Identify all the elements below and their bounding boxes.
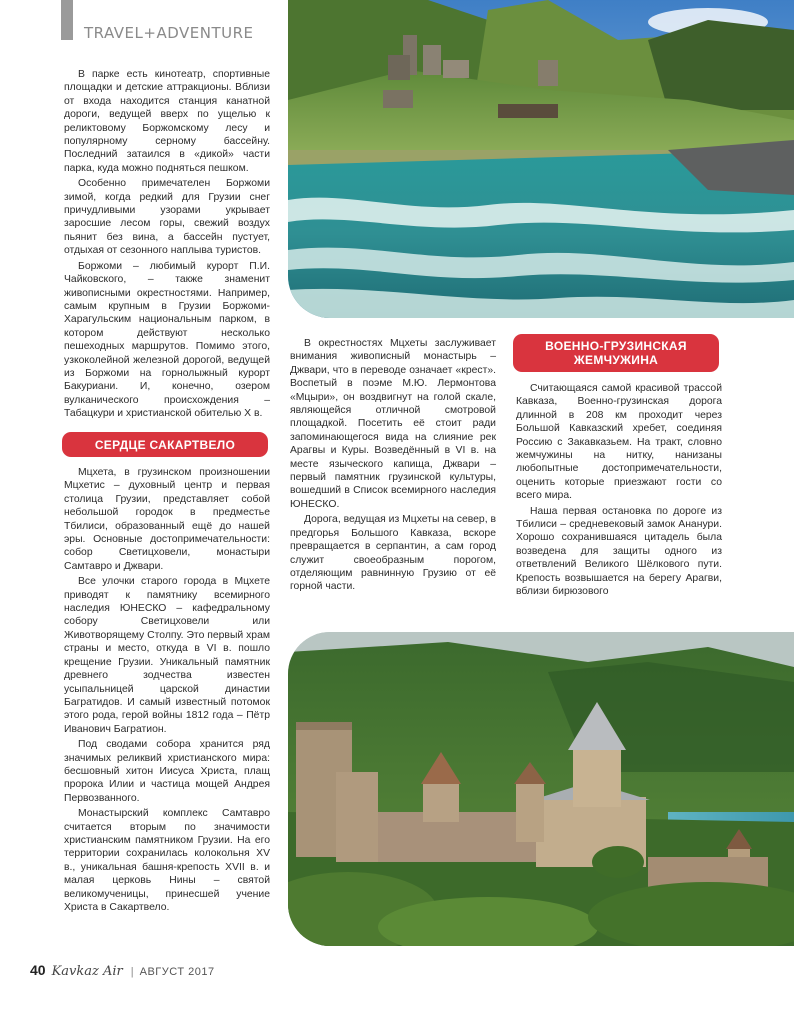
paragraph: В окрестностях Мцхеты заслуживает внимания живописный монастырь – Джвари, что в переводе означает «крест». Воспетый в поэме М.Ю. Лермонтова «Мцыри», он воздвигнут на голой скале, являющейся отличной смотровой площадкой. Посетить её стоит ради запоминающегося вида на слияние рек Арагвы и Куры. Возведённый в VI в. на месте языческого капища, Джвари – первый памятник грузинской культуры, вошедший в Список всемирного наследия ЮНЕСКО.	[290, 338, 496, 510]
paragraph: Монастырский комплекс Самтавро считается вторым по значимости христианским памятником Грузии. На его территории сохранилась колокольня XV в., уникальная башня-крепость XVII в. и малая церковь Нины – святой великомученицы, принесшей учение Христа в Сакартвело.	[64, 808, 270, 913]
page-footer	[30, 962, 215, 982]
photo-mountain-river	[288, 0, 794, 318]
paragraph: Дорога, ведущая из Мцхеты на север, в предгорья Большого Кавказа, вскоре превращается в серпантин, а сам город служит своеобразным порогом, отделяющим равнинную Грузию от её горной части.	[290, 514, 496, 593]
paragraph: Особенно примечателен Боржоми зимой, когда редкий для Грузии снег причудливыми узорами укрывает заросшие лесом горы, свежий воздух пьянит без вина, а бассейн пустует, отдыхая от сезонного наплыва туристов.	[64, 178, 270, 257]
photo-ananuri-fortress	[288, 632, 794, 946]
article-column-1-top	[64, 68, 270, 423]
section-heading-heart-of-sakartvelo: СЕРДЦЕ САКАРТВЕЛО	[62, 432, 268, 457]
sidebar-accent-bar	[61, 0, 73, 40]
article-column-3	[516, 382, 722, 601]
article-column-2	[290, 337, 496, 596]
paragraph: В парке есть кинотеатр, спортивные площадки и детские аттракционы. Вблизи от входа находится станция канатной дороги, ведущей вверх по ущелью к реликтовому Боржомскому лесу и популярному серному бассейну. Последний затаился в «дикой» части парка, куда можно подняться пешком.	[64, 69, 270, 174]
paragraph: Считающаяся самой красивой трассой Кавказа, Военно-грузинская дорога длинной в 208 км проходит через Большой Кавказский хребет, соединяя Россию с Закавказьем. На тракт, словно жемчужины на нитку, нанизаны любопытные достопримечательности, оценить которые приезжают гости со всего мира.	[516, 383, 722, 502]
footer-divider: |	[130, 966, 134, 978]
section-heading-military-georgian-pearl: ВОЕННО-ГРУЗИНСКАЯ ЖЕМЧУЖИНА	[513, 334, 719, 372]
paragraph: Боржоми – любимый курорт П.И. Чайковского, – также знаменит живописными окрестностями. Например, самым крупным в Грузии Боржоми-Харагульским национальным парком, в котором действуют несколько пешеходных маршрутов. Помимо этого, узкоколейной железной дорогой, ведущей из Боржоми на горнолыжный курорт Бакуриани. И, конечно, озером вулканического происхождения – Табацкури и христианской обителью X в.	[64, 260, 270, 420]
paragraph: Под сводами собора хранится ряд значимых реликвий христианского мира: бесшовный хитон Иисуса Христа, плащ пророка Илии и частица мощей Андрея Первозванного.	[64, 739, 270, 804]
brand-logo: Kavkaz Air	[51, 964, 123, 979]
paragraph: Наша первая остановка по дороге из Тбилиси – средневековый замок Ананури. Хорошо сохранившаяся цитадель была возведена для защиты одного из ответвлений Великого Шёлкового пути. Крепость возвышается на берегу Арагви, вблизи бирюзового	[516, 505, 722, 598]
section-label: TRAVEL+ADVENTURE	[84, 24, 254, 42]
article-column-1-bottom	[64, 466, 270, 916]
page-number: 40	[30, 962, 46, 978]
issue-date: АВГУСТ 2017	[139, 966, 215, 978]
paragraph: Мцхета, в грузинском произношении Мцхетис – духовный центр и первая столица Грузии, представляет собой небольшой городок в предместье Тбилиси, образованный ещё до нашей эры. Основные достопримечательности: собор Светицховели, монастыри Самтавро и Джвари.	[64, 467, 270, 572]
paragraph: Все улочки старого города в Мцхете приводят к памятнику всемирного наследия ЮНЕСКО – кафедральному собору Светицховели или Животворящему Столпу. Это первый храм страны и место, откуда в VI в. пошло крещение Грузии. Уникальный памятник древнего зодчества известен усыпальницей царской династии Багратидов. И самый известный потомок этого рода, герой войны 1812 года – Пётр Иванович Багратион.	[64, 576, 270, 735]
